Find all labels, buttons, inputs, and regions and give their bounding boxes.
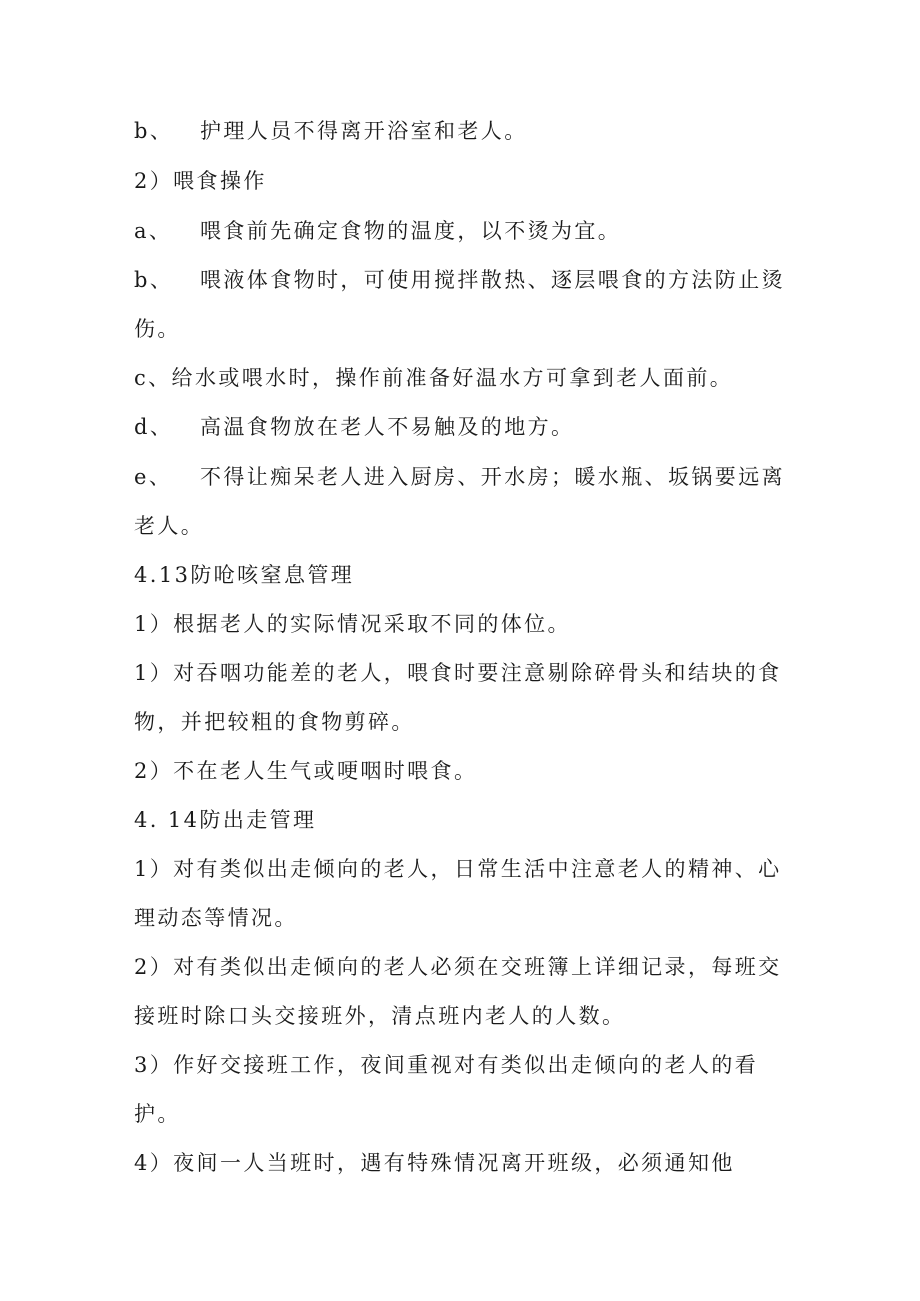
line-text: 高温食物放在老人不易触及的地方。 (200, 415, 575, 439)
list-item-choking-1 (134, 610, 571, 638)
line-text: 护理人员不得离开浴室和老人。 (200, 119, 528, 143)
list-marker: b、 (134, 119, 174, 143)
list-item-wandering-2 (134, 953, 782, 981)
section-heading-wandering (134, 806, 316, 834)
line-text: 4）夜间一人当班时，遇有特殊情况离开班级，必须通知他 (134, 1151, 735, 1175)
line-text: 1）对吞咽功能差的老人，喂食时要注意剔除碎骨头和结块的食 (134, 661, 782, 685)
continuation-line (134, 315, 181, 343)
line-text: 伤。 (134, 317, 181, 341)
continuation-line (134, 1100, 181, 1128)
list-item-c-feeding (134, 364, 733, 392)
list-item-a-feeding (134, 217, 621, 245)
subsection-heading-feeding (134, 167, 267, 195)
line-text: 理动态等情况。 (134, 906, 298, 930)
line-text: 老人。 (134, 514, 205, 538)
continuation-line (134, 904, 298, 932)
list-item-d-feeding (134, 413, 574, 441)
line-text: c、给水或喂水时，操作前准备好温水方可拿到老人面前。 (134, 366, 734, 390)
list-marker: d、 (134, 415, 174, 439)
continuation-line (134, 708, 415, 736)
line-text: 2）喂食操作 (134, 169, 267, 193)
list-item-wandering-1 (134, 855, 782, 883)
continuation-line (134, 512, 204, 540)
line-text: 喂食前先确定食物的温度，以不烫为宜。 (200, 219, 622, 243)
line-text: 接班时除口头交接班外，清点班内老人的人数。 (134, 1004, 626, 1028)
list-item-b-bath (134, 117, 528, 145)
line-text: 物，并把较粗的食物剪碎。 (134, 710, 415, 734)
list-item-wandering-3 (134, 1051, 758, 1079)
line-text: 不得让痴呆老人进入厨房、开水房；暖水瓶、坂锅要远离 (200, 465, 785, 489)
list-marker: b、 (134, 268, 174, 292)
list-item-b-feeding (134, 266, 785, 294)
line-text: 2）不在老人生气或哽咽时喂食。 (134, 759, 478, 783)
line-text: 3）作好交接班工作，夜间重视对有类似出走倾向的老人的看 (134, 1053, 759, 1077)
list-item-choking-2 (134, 757, 477, 785)
line-text: 4.13防呛咳窒息管理 (134, 563, 355, 587)
line-text: 喂液体食物时，可使用搅拌散热、逐层喂食的方法防止烫 (200, 268, 785, 292)
list-marker: a、 (134, 219, 173, 243)
continuation-line (134, 1002, 625, 1030)
line-text: 1）根据老人的实际情况采取不同的体位。 (134, 612, 571, 636)
list-marker: e、 (134, 465, 173, 489)
list-item-e-feeding (134, 463, 785, 491)
line-text: 1）对有类似出走倾向的老人，日常生活中注意老人的精神、心 (134, 857, 782, 881)
line-text: 4. 14防出走管理 (134, 808, 317, 832)
line-text: 2）对有类似出走倾向的老人必须在交班簿上详细记录，每班交 (134, 955, 782, 979)
list-item-wandering-4 (134, 1149, 735, 1177)
line-text: 护。 (134, 1102, 181, 1126)
section-heading-choking (134, 561, 354, 589)
list-item-choking-1b (134, 659, 782, 687)
